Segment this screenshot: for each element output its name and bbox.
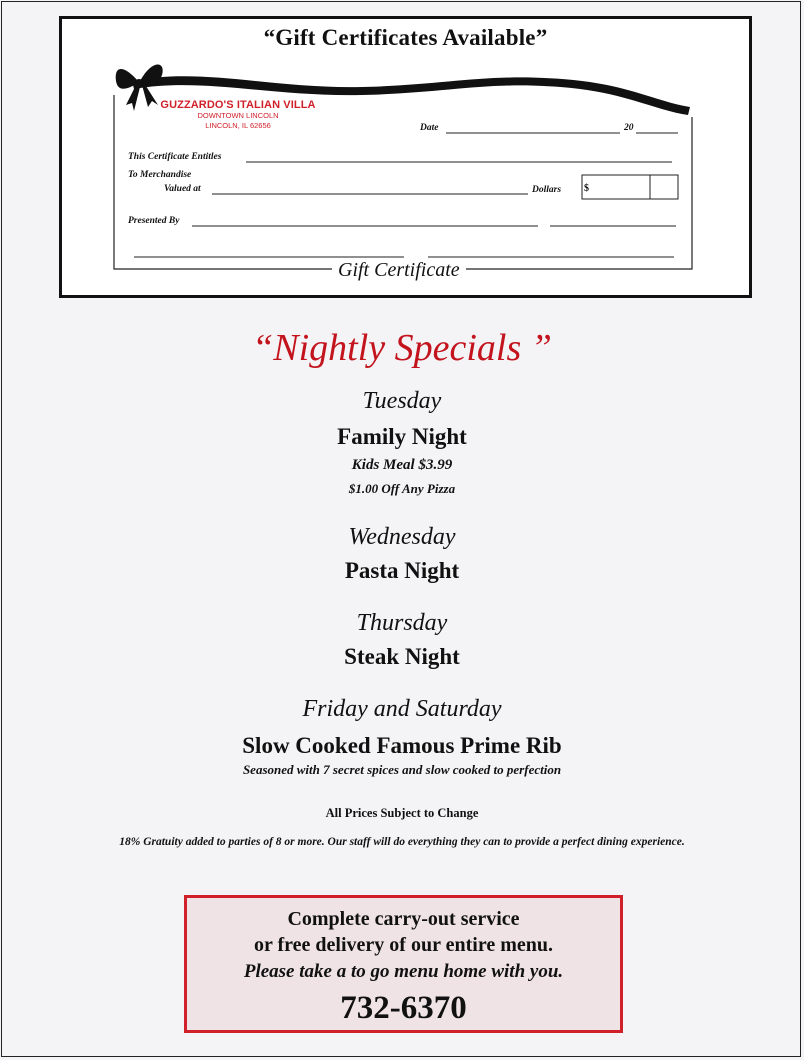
dollar-sign: $: [584, 183, 589, 194]
carry-out-line2: or free delivery of our entire menu.: [253, 934, 553, 956]
business-name: GUZZARDO'S ITALIAN VILLA: [160, 99, 316, 111]
merchandise-label: To Merchandise: [128, 170, 192, 180]
business-address-line1: DOWNTOWN LINCOLN: [197, 111, 279, 120]
phone-number: 732-6370: [340, 990, 467, 1026]
friday-saturday-heading: Friday and Saturday: [302, 696, 502, 722]
carry-out-line1: Complete carry-out service: [287, 908, 520, 930]
prices-notice: All Prices Subject to Change: [325, 806, 479, 820]
business-address-line2: LINCOLN, IL 62656: [205, 121, 271, 130]
tuesday-detail-kids-meal: Kids Meal $3.99: [351, 457, 453, 473]
wednesday-heading: Wednesday: [348, 524, 456, 550]
tuesday-heading: Tuesday: [362, 388, 442, 414]
gratuity-notice: 18% Gratuity added to parties of 8 or more. Our staff will do everything they can to provide a perfect dining experience.: [119, 836, 685, 848]
bow-icon: [116, 64, 163, 111]
date-label: Date: [420, 123, 439, 133]
business-info: [158, 99, 318, 131]
tuesday-detail-pizza: $1.00 Off Any Pizza: [348, 481, 456, 496]
carry-out-line3: Please take a to go menu home with you.: [243, 961, 564, 982]
thursday-heading: Thursday: [356, 610, 448, 636]
friday-saturday-special: Slow Cooked Famous Prime Rib: [242, 733, 562, 758]
valued-at-label: Valued at: [164, 184, 201, 194]
dollars-label: Dollars: [532, 185, 562, 195]
gift-certificate-panel: [59, 16, 752, 298]
wednesday-special: Pasta Night: [344, 558, 460, 583]
thursday-special: Steak Night: [344, 644, 460, 669]
prime-rib-detail: Seasoned with 7 secret spices and slow cooked to perfection: [242, 762, 562, 777]
year-prefix: 20: [624, 123, 634, 133]
tuesday-special: Family Night: [337, 424, 467, 449]
gift-certificate-heading: “Gift Certificates Available”: [263, 25, 548, 50]
entitles-label: This Certificate Entitles: [128, 152, 222, 162]
nightly-specials-title: “Nightly Specials ”: [252, 327, 552, 369]
presented-by-label: Presented By: [128, 216, 180, 226]
carry-out-panel: [184, 895, 623, 1033]
gift-certificate-script: Gift Certificate: [332, 259, 466, 282]
